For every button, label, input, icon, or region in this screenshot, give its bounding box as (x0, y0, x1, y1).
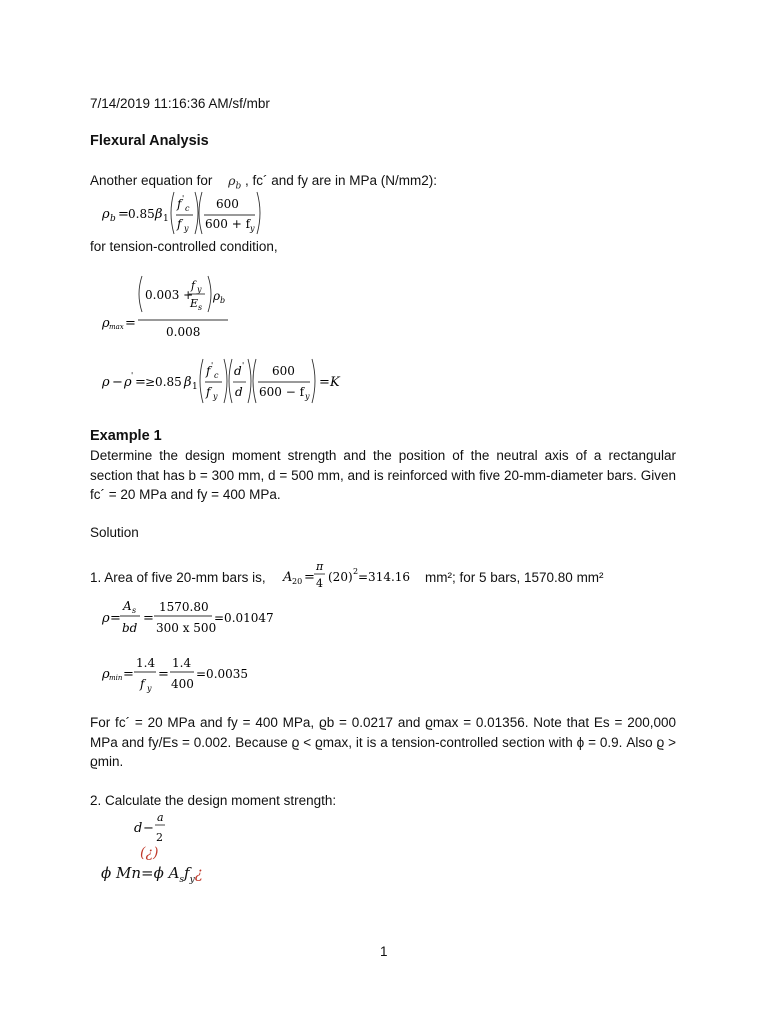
svg-text:A: A (283, 570, 293, 585)
svg-text:≥0.85: ≥0.85 (145, 375, 182, 389)
svg-text:b: b (110, 214, 116, 224)
intro-prefix: Another equation for (90, 173, 213, 188)
svg-text:300 x 500: 300 x 500 (156, 621, 217, 635)
svg-text:600 − f: 600 − f (259, 385, 305, 399)
svg-text:': ' (131, 371, 134, 380)
svg-text:f: f (177, 197, 182, 211)
svg-text:b: b (220, 296, 226, 305)
svg-text:': ' (182, 194, 185, 203)
placeholder-glyph: (¿) (140, 845, 159, 861)
svg-text:600: 600 (216, 197, 239, 211)
svg-text:ρ: ρ (102, 667, 110, 682)
svg-text:4: 4 (316, 577, 323, 590)
svg-text:K: K (330, 375, 340, 390)
svg-text:=: = (158, 667, 169, 682)
svg-text:ρ: ρ (102, 207, 110, 222)
svg-text:max: max (109, 323, 124, 331)
svg-text:(20): (20) (328, 570, 353, 584)
svg-text:−: − (143, 821, 154, 836)
svg-text:ρ: ρ (102, 375, 110, 390)
svg-text:y: y (305, 392, 310, 401)
solution-label: Solution (90, 525, 139, 540)
svg-text:=: = (143, 611, 154, 626)
svg-text:0.85: 0.85 (128, 207, 155, 221)
problem-statement: Determine the design moment strength and the position of the neutral axis of a rectangular section that has b = 300 mm, d = 500 mm, and is reinforced with five 20-mm-diameter bars. Given fc´ = 20 MPa and fy = 400 MPa. (90, 448, 676, 502)
svg-text:1570.80: 1570.80 (159, 600, 209, 614)
svg-text:ρ: ρ (124, 375, 132, 390)
step1-text: 1. Area of five 20-mm bars is, (90, 570, 266, 585)
svg-text:f: f (177, 217, 182, 231)
svg-text:1: 1 (163, 214, 169, 224)
rho-diff-equation (98, 355, 358, 407)
svg-text:2: 2 (353, 567, 359, 576)
svg-text:c: c (214, 371, 219, 380)
condition-text: for tension-controlled condition, (90, 239, 278, 254)
svg-text:=0.0035: =0.0035 (196, 667, 249, 681)
example-title: Example 1 (90, 428, 162, 444)
svg-text:0.008: 0.008 (166, 325, 201, 339)
svg-text:−: − (112, 375, 123, 390)
svg-text:s: s (198, 303, 203, 312)
svg-text:=: = (118, 207, 129, 222)
intro-suffix: , fc´ and fy are in MPa (N/mm2): (245, 173, 438, 188)
svg-text:=: = (319, 375, 330, 390)
page-number: 1 (380, 944, 388, 959)
svg-text:600: 600 (272, 364, 295, 378)
svg-text:y: y (147, 684, 152, 693)
svg-text:y: y (197, 285, 202, 294)
rho-equation (98, 595, 298, 639)
svg-text:=: = (304, 570, 315, 585)
svg-text:': ' (211, 361, 214, 370)
svg-text:20: 20 (292, 577, 303, 586)
svg-text:=: = (123, 667, 134, 682)
svg-text:y: y (213, 392, 218, 401)
svg-text:400: 400 (171, 677, 194, 691)
rho-b-symbol: $\rho_b$ (228, 173, 242, 192)
svg-text:f: f (206, 364, 211, 378)
svg-text:': ' (242, 361, 245, 370)
svg-text:=: = (135, 375, 146, 390)
svg-text:ρ: ρ (102, 611, 110, 626)
svg-text:f: f (140, 677, 145, 691)
svg-text:min: min (109, 674, 123, 682)
moment-equation: ϕ Mn=ϕ $A_sf_y¿$ (101, 864, 203, 885)
step2-text: 2. Calculate the design moment strength: (90, 793, 337, 808)
timestamp: 7/14/2019 11:16:36 AM/sf/mbr (90, 96, 270, 111)
svg-text:y: y (250, 224, 255, 233)
svg-text:1.4: 1.4 (136, 656, 156, 670)
lever-arm-expression (128, 808, 188, 850)
svg-text:ρ: ρ (213, 289, 221, 303)
svg-text:=0.01047: =0.01047 (214, 611, 274, 625)
section-title: Flexural Analysis (90, 133, 209, 149)
step1-suffix: mm²; for 5 bars, 1570.80 mm² (425, 570, 604, 585)
rho-min-equation (98, 651, 298, 695)
svg-text:d: d (235, 385, 243, 399)
svg-text:d: d (134, 821, 143, 836)
svg-text:E: E (190, 297, 199, 310)
rho-max-equation (98, 272, 268, 342)
svg-text:β: β (155, 207, 163, 222)
svg-text:y: y (184, 224, 189, 233)
svg-text:=314.16: =314.16 (358, 570, 411, 584)
svg-text:ρ: ρ (102, 316, 110, 331)
svg-text:1.4: 1.4 (172, 656, 192, 670)
svg-text:A: A (123, 599, 132, 613)
svg-text:0.003 +: 0.003 + (145, 288, 194, 302)
svg-text:c: c (185, 204, 190, 213)
svg-text:=: = (125, 316, 136, 331)
svg-text:bd: bd (122, 621, 138, 635)
svg-text:1: 1 (192, 382, 198, 392)
svg-text:a: a (157, 811, 164, 824)
svg-text:s: s (132, 606, 137, 615)
svg-text:β: β (184, 375, 192, 390)
svg-text:d: d (234, 364, 242, 378)
rho-b-equation (98, 188, 298, 238)
area-equation (280, 554, 420, 596)
svg-text:f: f (191, 279, 196, 292)
svg-text:600 + f: 600 + f (205, 217, 251, 231)
svg-text:π: π (316, 560, 324, 573)
svg-text:2: 2 (156, 831, 163, 844)
svg-text:f: f (206, 385, 211, 399)
svg-text:=: = (110, 611, 121, 626)
values-paragraph: For fc´ = 20 MPa and fy = 400 MPa, ϱb = 0.0217 and ϱmax = 0.01356. Note that Es = 200,000 MPa and fy/Es = 0.002. Because ϱ < ϱmax, it is a tension-controlled section with ϕ = 0.9. Also ϱ > ϱmin. (90, 715, 676, 769)
